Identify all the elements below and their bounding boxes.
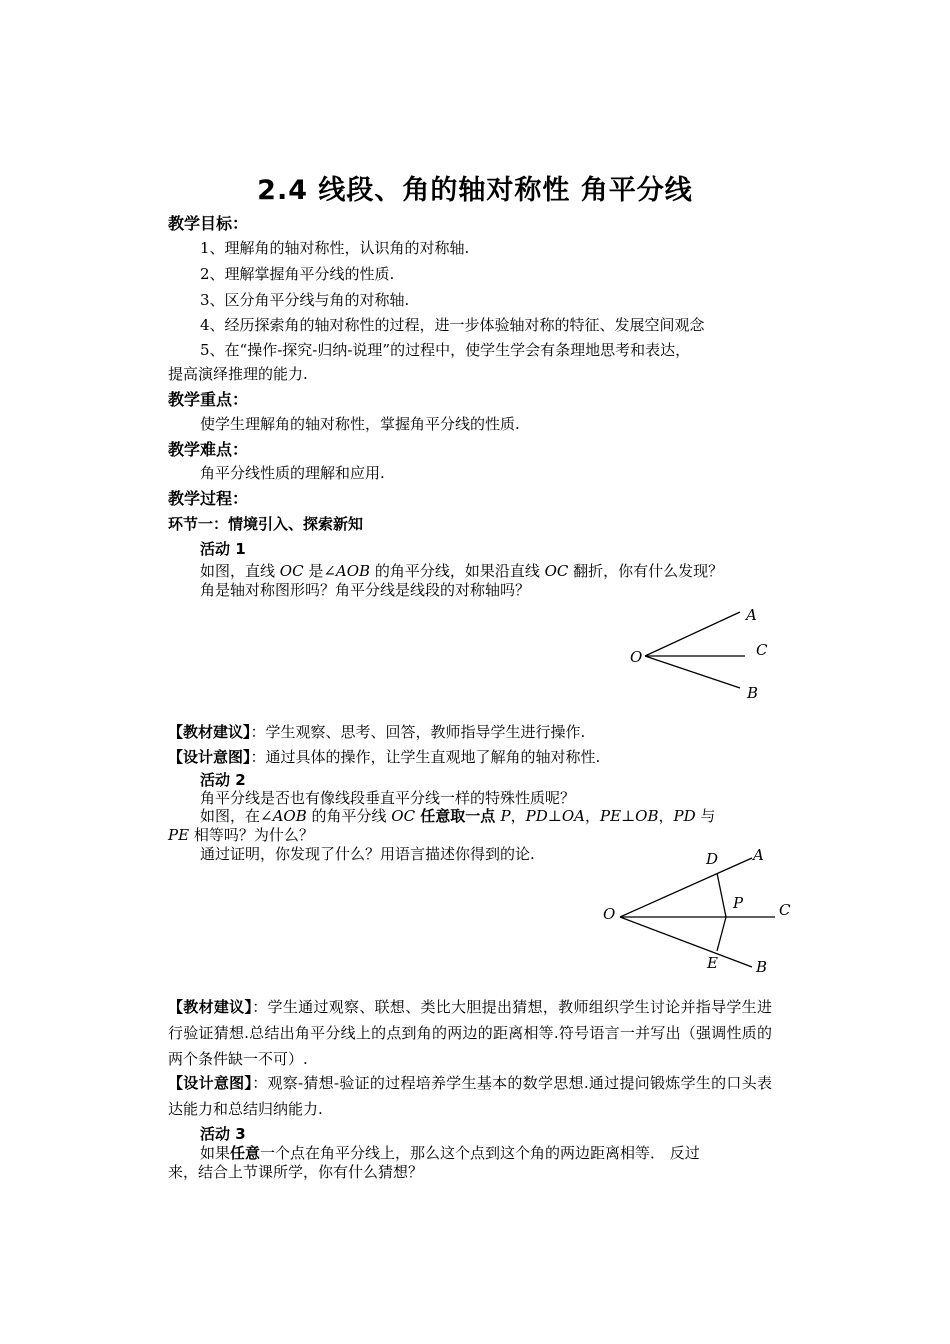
intent-tag: 【设计意图】 [168, 748, 251, 766]
objective-item: 5、在“操作-探究-归纳-说理”的过程中，使学生学会有条理地思考和表达， [200, 341, 691, 359]
text-run: 与 [695, 807, 716, 825]
label-a: A [746, 606, 757, 624]
text-run: 是∠ [303, 562, 336, 580]
ray-ob [645, 656, 740, 688]
objective-item: 3、区分角平分线与角的对称轴. [200, 291, 410, 309]
difficulties-text: 角平分线性质的理解和应用. [200, 464, 385, 482]
math-var: PE [600, 807, 622, 825]
angle-figure-2 [595, 845, 805, 980]
math-var: PD [525, 807, 548, 825]
objective-item: 2、理解掌握角平分线的性质. [200, 265, 395, 283]
perp-symbol: ⊥ [547, 807, 562, 825]
math-var: OC [391, 807, 416, 825]
angle-figure-1 [600, 600, 800, 710]
math-var: PD [673, 807, 696, 825]
activity3-label: 活动 3 [200, 1125, 246, 1143]
activity2-line4: 通过证明，你发现了什么？用语言描述你得到的论. [200, 845, 535, 863]
text-run: 的角平分线，如果沿直线 [370, 562, 545, 580]
suggestion-2 [168, 994, 772, 1072]
intent-1 [168, 747, 600, 767]
activity2-label: 活动 2 [200, 771, 246, 789]
ray-ob [620, 917, 752, 967]
suggestion-tag: 【教材建议】 [168, 723, 251, 741]
intent-2 [168, 1070, 772, 1122]
objective-item-continuation: 提高演绎推理的能力. [168, 365, 308, 383]
math-var: P [500, 807, 511, 825]
objectives-heading: 教学目标： [168, 214, 249, 233]
label-p: P [733, 894, 744, 912]
label-b: B [747, 684, 759, 702]
difficulties-heading: 教学难点： [168, 440, 249, 459]
math-var: OB [635, 807, 659, 825]
label-o: O [630, 648, 643, 666]
text-run: ， [658, 807, 674, 825]
intent-text: ：观察-猜想-验证的过程培养学生基本的数学思想.通过提问锻炼学生的口头表达能力和总结归纳能力. [168, 1074, 772, 1118]
segment-pd [717, 873, 726, 917]
objective-item: 1、理解角的轴对称性，认识角的对称轴. [200, 239, 470, 257]
activity1-line2: 角是轴对称图形吗？角平分线是线段的对称轴吗？ [200, 581, 531, 599]
activity1-label: 活动 1 [200, 540, 246, 558]
intent-tag: 【设计意图】 [168, 1074, 253, 1092]
perp-symbol: ⊥ [621, 807, 636, 825]
text-run: 如图，在∠ [200, 807, 273, 825]
text-run: ， [585, 807, 601, 825]
segment-pe [717, 917, 726, 951]
label-c: C [756, 641, 768, 659]
ray-oa [645, 612, 740, 656]
suggestion-text: ：学生通过观察、联想、类比大胆提出猜想，教师组织学生讨论并指导学生进行验证猜想.总结出角平分线上的点到角的两边的距离相等.符号语言一并写出（强调性质的两个条件缺一不可）. [168, 998, 772, 1068]
activity3-line2: 来，结合上节课所学，你有什么猜想？ [168, 1163, 424, 1181]
key-points-heading: 教学重点： [168, 390, 249, 409]
label-c: C [779, 901, 791, 919]
suggestion-text: ：学生观察、思考、回答，教师指导学生进行操作. [250, 723, 586, 741]
label-e: E [707, 954, 718, 972]
suggestion-1 [168, 722, 585, 742]
page-title: 2.4 线段、角的轴对称性 角平分线 [257, 175, 693, 206]
emphasis-text: 任意 [230, 1144, 261, 1162]
label-d: D [706, 850, 719, 868]
activity2-line2 [200, 806, 715, 826]
text-run: 相等吗？为什么？ [189, 826, 314, 844]
activity2-line3 [168, 825, 314, 845]
math-var: OA [561, 807, 585, 825]
math-var: OC [279, 562, 304, 580]
activity3-line1 [200, 1143, 700, 1163]
activity2-line1: 角平分线是否也有像线段垂直平分线一样的特殊性质呢？ [200, 789, 576, 807]
math-var: OC [544, 562, 569, 580]
suggestion-tag: 【教材建议】 [168, 998, 253, 1016]
text-run: ， [510, 807, 526, 825]
text-run: 如果 [200, 1144, 231, 1162]
text-run: 的角平分线 [306, 807, 392, 825]
intent-text: ：通过具体的操作，让学生直观地了解角的轴对称性. [250, 748, 601, 766]
section1-heading: 环节一：情境引入、探索新知 [168, 515, 364, 533]
key-points-text: 使学生理解角的轴对称性，掌握角平分线的性质. [200, 415, 520, 433]
text-run: 一个点在角平分线上，那么这个点到这个角的两边距离相等． 反过 [260, 1144, 700, 1162]
objective-item: 4、经历探索角的轴对称性的过程，进一步体验轴对称的特征、发展空间观念 [200, 316, 705, 334]
label-o: O [603, 905, 616, 923]
label-b: B [756, 958, 768, 976]
process-heading: 教学过程： [168, 489, 249, 508]
math-var: AOB [335, 562, 371, 580]
activity1-line1 [200, 561, 723, 581]
math-var: PE [168, 826, 190, 844]
label-a: A [753, 846, 764, 864]
emphasis-text: 任意取一点 [415, 807, 501, 825]
math-var: AOB [272, 807, 307, 825]
text-run: 翻折，你有什么发现？ [568, 562, 724, 580]
text-run: 如图，直线 [200, 562, 280, 580]
